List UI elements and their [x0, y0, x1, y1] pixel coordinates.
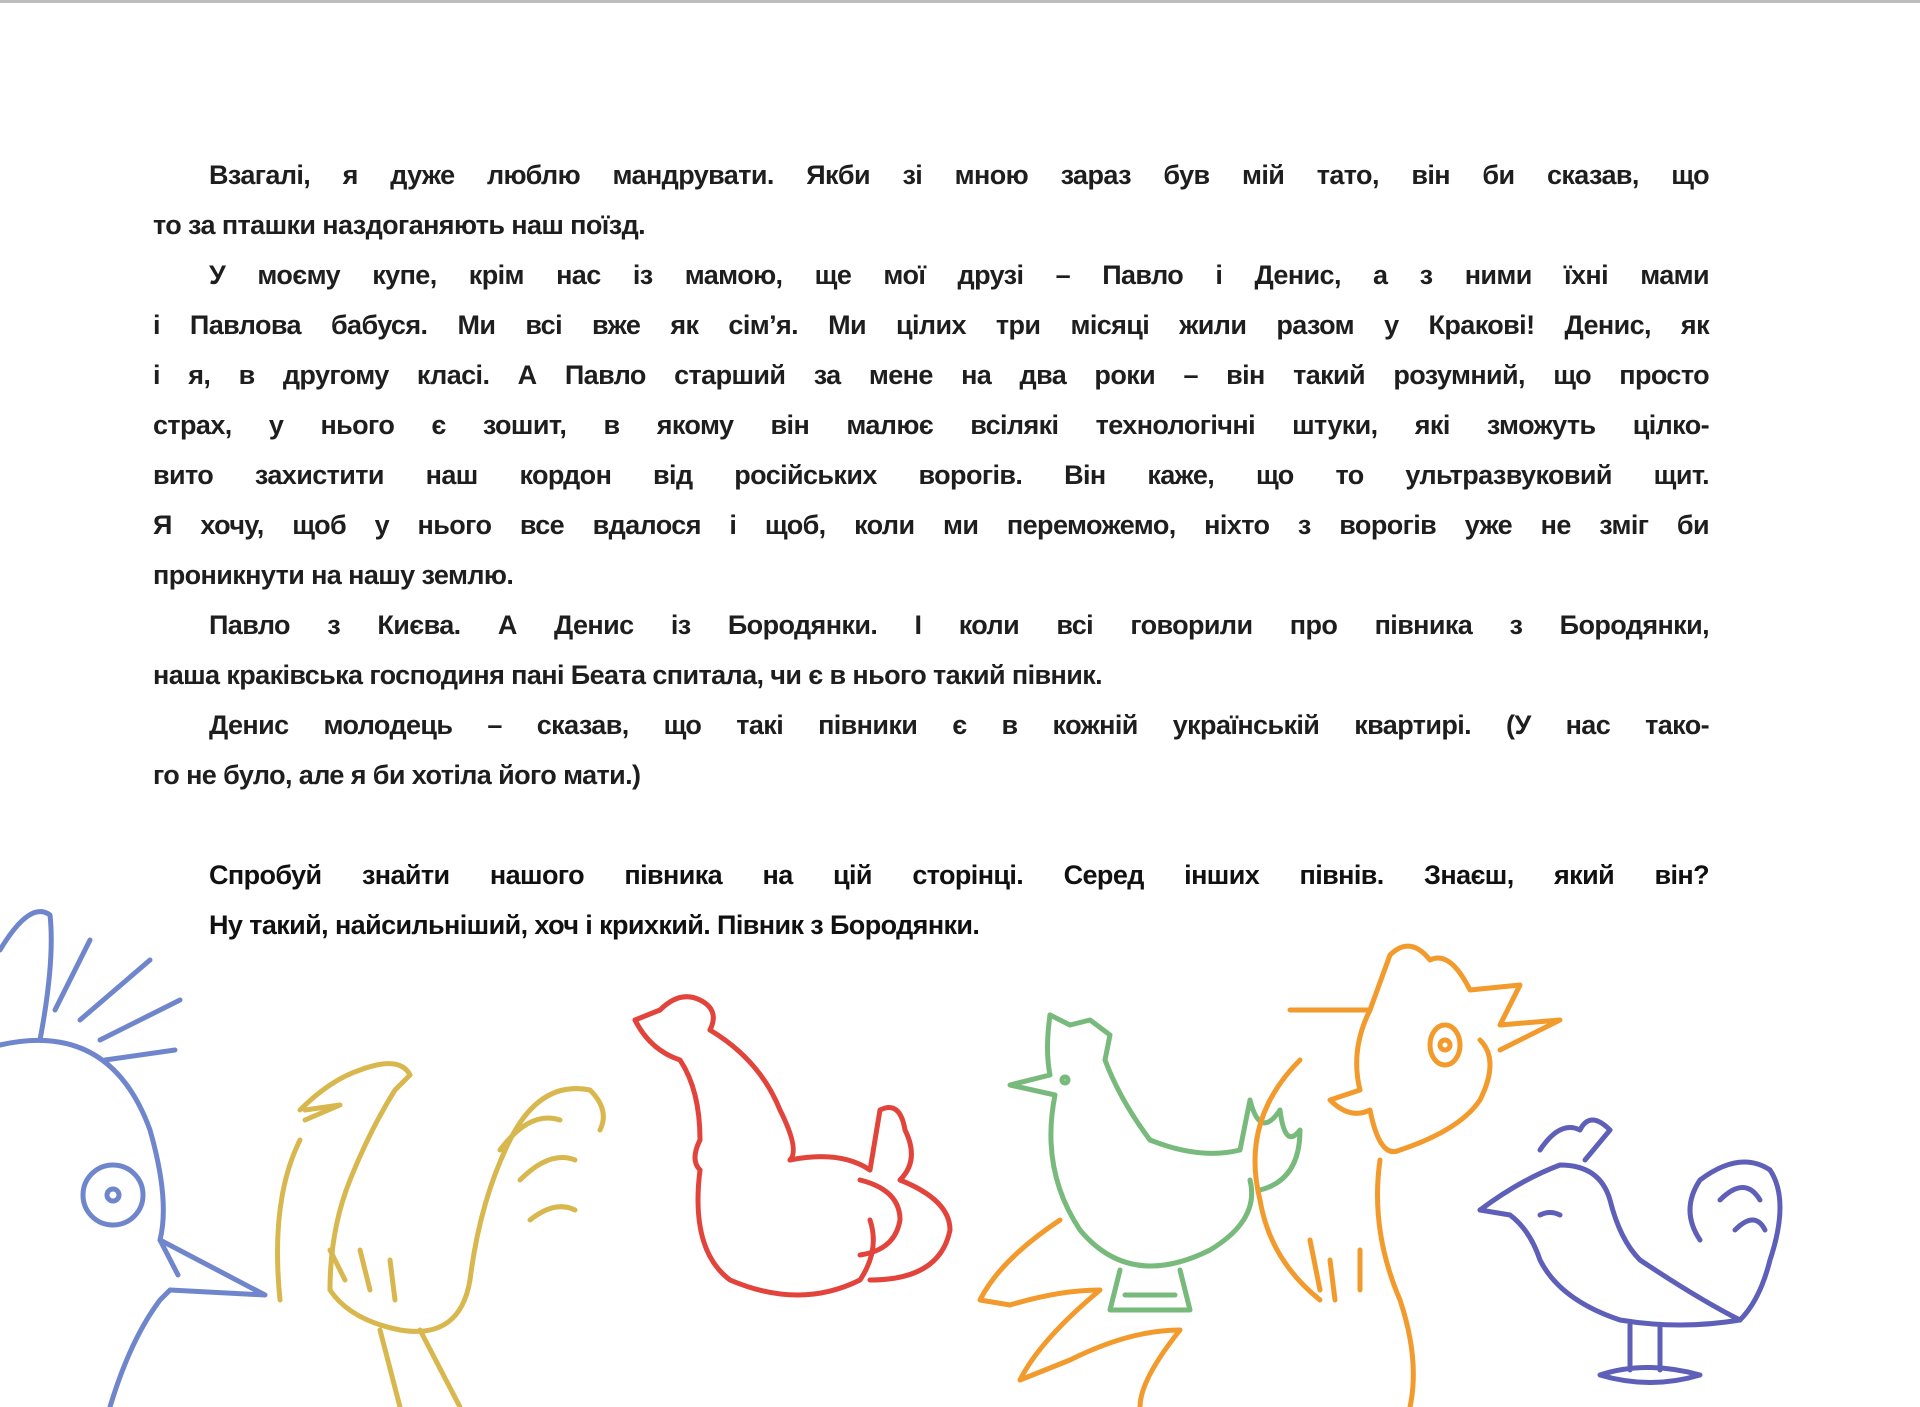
page-top-border — [0, 0, 1920, 3]
text-line: Денис молодець – сказав, що такі півники є в кожній українській квартирі. (У нас тако- — [209, 710, 1709, 740]
text-line: У моєму купе, крім нас із мамою, ще мої друзі – Павло і Денис, а з ними їхні мами — [209, 260, 1709, 290]
text-line: Павло з Києва. А Денис із Бородянки. І коли всі говорили про півника з Бородянки, — [209, 610, 1709, 640]
red-rooster — [635, 997, 950, 1295]
text-line: наша краківська господиня пані Беата спитала, чи є в нього такий півник. — [153, 660, 1103, 690]
text-line: Я хочу, щоб у нього все вдалося і щоб, коли ми переможемо, ніхто з ворогів уже не зміг би — [153, 510, 1709, 540]
orange-rooster — [980, 946, 1560, 1407]
text-line: і я, в другому класі. А Павло старший за мене на два роки – він такий розумний, що просто — [153, 360, 1709, 390]
text-line: Спробуй знайти нашого півника на цій сторінці. Серед інших півнів. Знаєш, який він? — [209, 860, 1709, 890]
purple-rooster — [1480, 1120, 1780, 1383]
yellow-rooster — [278, 1064, 604, 1407]
paragraph-3 — [153, 600, 1709, 700]
paragraph-2 — [153, 250, 1709, 600]
paragraph-4 — [153, 700, 1709, 800]
text-line: проникнути на нашу землю. — [153, 560, 514, 590]
text-line: і Павлова бабуся. Ми всі вже як сім’я. Ми цілих три місяці жили разом у Кракові! Денис, як — [153, 310, 1709, 340]
text-line: Ну такий, найсильніший, хоч і крихкий. Півник з Бородянки. — [209, 910, 980, 940]
text-line: вито захистити наш кордон від російських ворогів. Він каже, що то ультразвуковий щит. — [153, 460, 1709, 490]
text-line: страх, у нього є зошит, в якому він малює всілякі технологічні штуки, які зможуть цілко- — [153, 410, 1709, 440]
text-line: то за пташки наздоганяють наш поїзд. — [153, 210, 646, 240]
paragraph-1 — [153, 150, 1709, 250]
roosters-illustration — [0, 880, 1920, 1407]
text-line: го не було, але я би хотіла його мати.) — [153, 760, 641, 790]
text-line: Взагалі, я дуже люблю мандрувати. Якби зі мною зараз був мій тато, він би сказав, що — [209, 160, 1709, 190]
story-text — [153, 150, 1709, 950]
blue-rooster — [0, 912, 265, 1407]
